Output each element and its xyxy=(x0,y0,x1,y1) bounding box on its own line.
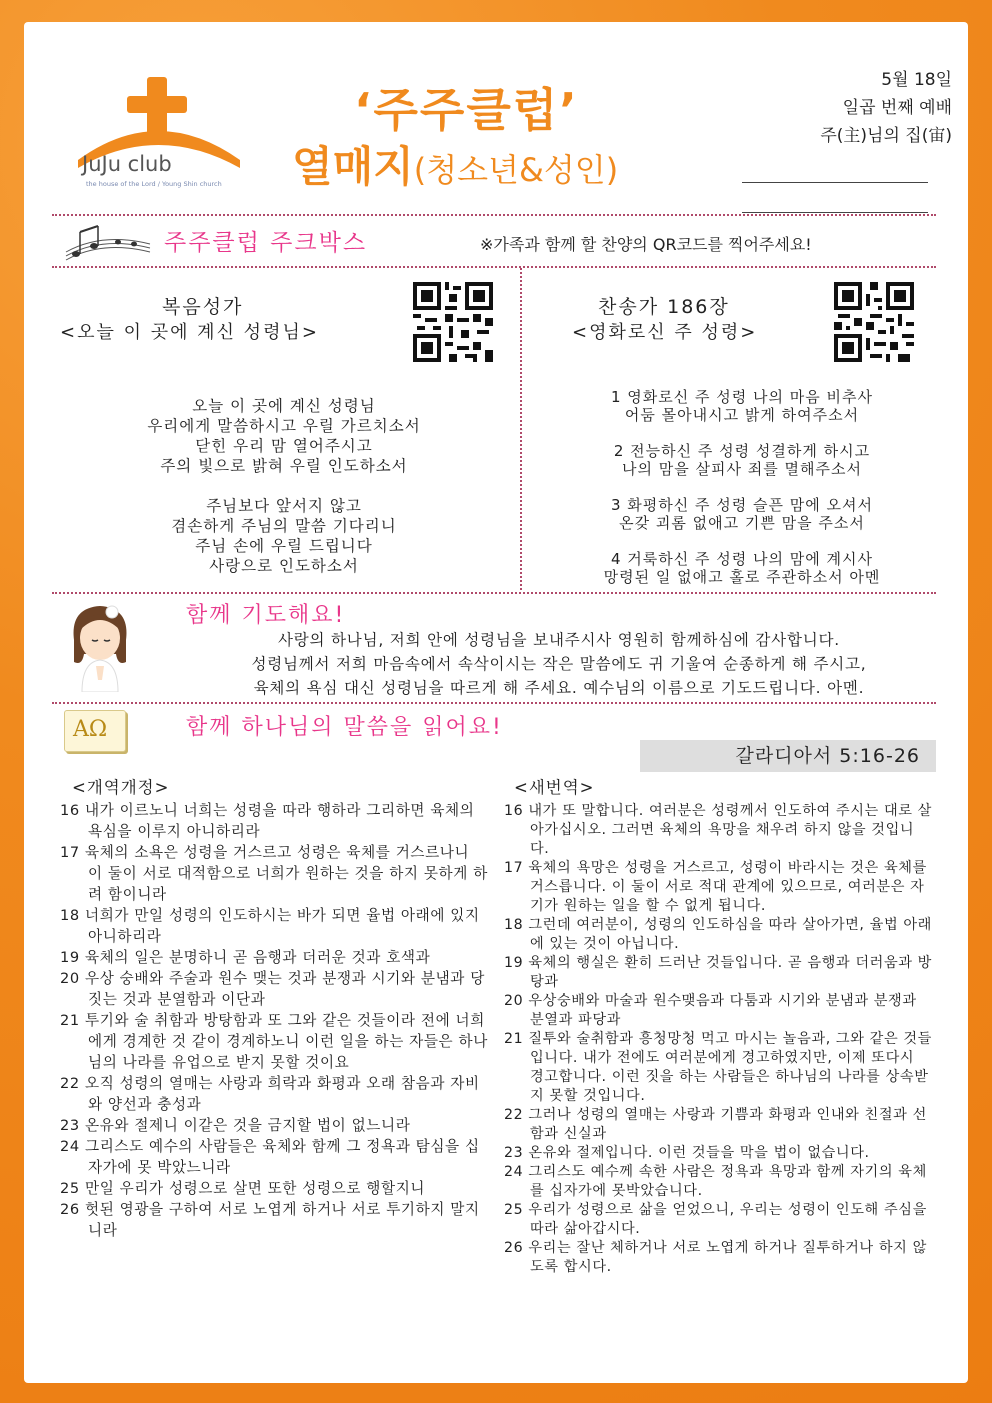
song2-type: 찬송가 186장 xyxy=(598,296,730,318)
jukebox-notice: ※가족과 함께 할 찬양의 QR코드를 찍어주세요! xyxy=(480,235,812,254)
lyric-line: 어둠 몰아내시고 밝게 하여주소서 xyxy=(624,406,860,424)
subtitle xyxy=(292,134,618,194)
logo-subtitle: the house of the Lord / Young Shin church xyxy=(86,180,222,188)
verse: 20 우상 숭배와 주술과 원수 맺는 것과 분쟁과 시기와 분냄과 당 짓는 것과 분열함과 이단과 xyxy=(60,970,485,1008)
prayer-line: 육체의 욕심 대신 성령님을 따르게 해 주세요. 예수님의 이름으로 기도드립니다. 아멘. xyxy=(253,679,865,697)
divider-vertical xyxy=(520,268,522,590)
logo xyxy=(70,74,250,194)
lyric-line: 사랑으로 인도하소서 xyxy=(209,557,359,575)
lyric-line: 주님보다 앞서지 않고 xyxy=(206,497,362,515)
divider-prayer xyxy=(52,592,936,594)
lyric-line: 오늘 이 곳에 계신 성령님 xyxy=(192,397,376,415)
lyric-line xyxy=(532,478,952,496)
verse: 22 그러나 성령의 열매는 사랑과 기쁨과 화평과 인내와 친절과 선함과 신실과 xyxy=(504,1107,927,1142)
lyric-line: 닫힌 우리 맘 열어주시고 xyxy=(195,437,373,455)
song2-name: <영화로신 주 성령> xyxy=(572,322,758,343)
verse: 22 오직 성령의 열매는 사랑과 희락과 화평과 오래 참음과 자비와 양선과 충성과 xyxy=(60,1075,480,1113)
lyric-line: 2 전능하신 주 성령 성결하게 하시고 xyxy=(613,442,871,460)
verse: 21 투기와 술 취함과 방탕함과 또 그와 같은 것들이라 전에 너희에게 경계한 것 같이 경계하노니 이런 일을 하는 자들은 하나님의 나라를 유업으로 받지 못할 것이요 xyxy=(60,1012,488,1071)
lyric-line: 겸손하게 주님의 말씀 기다리니 xyxy=(171,517,397,535)
left-heading: <개역개정> xyxy=(72,778,170,797)
music-notes-icon xyxy=(62,222,152,266)
verse: 24 그리스도 예수의 사람들은 육체와 함께 그 정욕과 탐심을 십자가에 못 박았느니라 xyxy=(60,1138,480,1176)
verse: 23 온유와 절제입니다. 이런 것들을 막을 법이 없습니다. xyxy=(504,1145,870,1161)
verse: 24 그리스도 예수께 속한 사람은 정욕과 욕망과 함께 자기의 육체를 십자가에 못박았습니다. xyxy=(504,1164,927,1199)
verse: 17 육체의 욕망은 성령을 거스르고, 성령이 바라시는 것은 육체를 거스릅니다. 이 둘이 서로 적대 관계에 있으므로, 여러분은 자기가 원하는 일을 할 수 없게 됩니다. xyxy=(504,860,927,914)
subtitle-main: 열매지 xyxy=(292,142,414,191)
verse: 16 내가 이르노니 너희는 성령을 따라 행하라 그리하면 육체의 욕심을 이루지 아니하리라 xyxy=(60,802,475,840)
scripture-title: 함께 하나님의 말씀을 읽어요! xyxy=(186,715,503,740)
verse: 16 내가 또 말합니다. 여러분은 성령께서 인도하여 주시는 대로 살아가십시오. 그러면 육체의 욕망을 채우려 하지 않을 것입니다. xyxy=(504,803,932,857)
logo-text: JuJu club xyxy=(82,152,172,176)
verse: 19 육체의 행실은 환히 드러난 것들입니다. 곧 음행과 더러움과 방탕과 xyxy=(504,955,932,990)
underline-1 xyxy=(742,182,928,183)
verse: 18 그런데 여러분이, 성령의 인도하심을 따라 살아가면, 율법 아래에 있는 것이 아닙니다. xyxy=(504,917,932,952)
verse: 17 육체의 소욕은 성령을 거스르고 성령은 육체를 거스르나니 이 둘이 서로 대적함으로 너희가 원하는 것을 하지 못하게 하려 함이니라 xyxy=(60,844,488,903)
prayer-line: 사랑의 하나님, 저희 안에 성령님을 보내주시사 영원히 함께하심에 감사합니다. xyxy=(277,631,840,649)
lyric-line: 망령된 일 없애고 홀로 주관하소서 아멘 xyxy=(603,568,881,586)
verse: 18 너희가 만일 성령의 인도하시는 바가 되면 율법 아래에 있지 아니하리라 xyxy=(60,907,480,945)
page-title: ‘주주클럽’ xyxy=(354,83,579,137)
verse: 20 우상숭배와 마술과 원수맺음과 다툼과 시기와 분냄과 분쟁과 분열과 파당과 xyxy=(504,993,917,1028)
song2-lyrics xyxy=(532,388,952,586)
lyric-line: 온갖 괴롬 없애고 기쁜 맘을 주소서 xyxy=(619,514,865,532)
prayer-title: 함께 기도해요! xyxy=(186,603,346,628)
song1-lyrics xyxy=(64,396,504,576)
bulletin-page xyxy=(24,22,968,1383)
lyric-line xyxy=(532,532,952,550)
verse: 26 우리는 잘난 체하거나 서로 노엽게 하거나 질투하거나 하지 않도록 합시다. xyxy=(504,1240,927,1275)
lyric-line: 나의 맘을 살피사 죄를 멸해주소서 xyxy=(622,460,862,478)
right-verses xyxy=(504,802,932,1277)
praying-girl-icon xyxy=(60,600,140,692)
verse: 19 육체의 일은 분명하니 곧 음행과 더러운 것과 호색과 xyxy=(60,949,431,966)
lyric-line xyxy=(64,476,504,496)
alpha-omega-text: AΩ xyxy=(73,717,108,742)
divider-scripture xyxy=(52,702,936,704)
song1-name: <오늘 이 곳에 계신 성령님> xyxy=(60,322,319,343)
lyric-line: 3 화평하신 주 성령 슬픈 맘에 오셔서 xyxy=(610,496,873,514)
house-name: 주(主)님의 집(宙) xyxy=(820,126,952,146)
lyric-line: 우리에게 말씀하시고 우릴 가르치소서 xyxy=(147,417,421,435)
verse: 21 질투와 술취함과 흥청망청 먹고 마시는 놀음과, 그와 같은 것들입니다. 내가 전에도 여러분에게 경고하였지만, 이제 또다시 경고합니다. 이런 짓을 하는 사람들은 하나님의 나라를 상속받지 못할 것입니다. xyxy=(504,1031,932,1104)
verse: 23 온유와 절제니 이같은 것을 금지할 법이 없느니라 xyxy=(60,1117,411,1134)
lyric-line: 주님 손에 우릴 드립니다 xyxy=(195,537,373,555)
date-block xyxy=(762,66,952,150)
lyric-line xyxy=(532,424,952,442)
verse: 25 우리가 성령으로 삶을 얻었으니, 우리는 성령이 인도해 주심을 따라 삶아갑시다. xyxy=(504,1202,927,1237)
subtitle-sub: (청소년&성인) xyxy=(413,151,619,189)
verse: 25 만일 우리가 성령으로 살면 또한 성령으로 행할지니 xyxy=(60,1180,426,1197)
left-verses xyxy=(60,800,488,1241)
service-number: 일곱 번째 예배 xyxy=(842,98,952,118)
service-date: 5월 18일 xyxy=(881,70,952,90)
prayer-text xyxy=(164,628,954,700)
verse: 26 헛된 영광을 구하여 서로 노엽게 하거나 서로 투기하지 말지니라 xyxy=(60,1201,480,1239)
qr-code-song2[interactable] xyxy=(830,278,918,366)
lyric-line: 주의 빛으로 밝혀 우릴 인도하소서 xyxy=(160,457,408,475)
divider-top xyxy=(52,214,936,216)
bible-icon xyxy=(64,710,126,752)
qr-code-song1[interactable] xyxy=(409,278,497,366)
underline-2 xyxy=(742,212,928,213)
prayer-line: 성령님께서 저희 마음속에서 속삭이시는 작은 말씀에도 귀 기울여 순종하게 해 주시고, xyxy=(251,655,867,673)
lyric-line: 4 거룩하신 주 성령 나의 맘에 계시사 xyxy=(610,550,873,568)
lyric-line: 1 영화로신 주 성령 나의 마음 비추사 xyxy=(610,388,873,406)
scripture-reference: 갈라디아서 5:16-26 xyxy=(640,740,936,772)
jukebox-title: 주주클럽 주크박스 xyxy=(164,230,368,256)
right-heading: <새번역> xyxy=(514,778,595,797)
song1-type: 복음성가 xyxy=(162,296,244,318)
divider-jukebox xyxy=(52,266,936,268)
